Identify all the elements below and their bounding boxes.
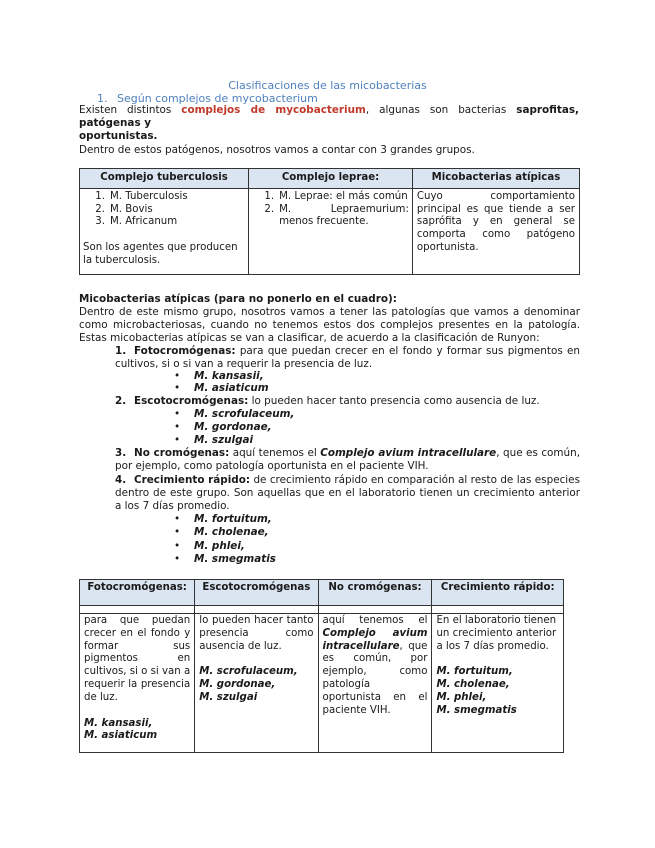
t1-cell-tuberculosis xyxy=(80,188,249,274)
runyon-item-1: 1. Fotocromógenas: para que puedan crecer en el fondo y formar sus pigmentos en cultivos, si o si van a requerir la presencia de luz. xyxy=(115,345,580,370)
t1-header-tuberculosis: Complejo tuberculosis xyxy=(80,169,249,189)
t1-cell-atypical: Cuyo comportamiento principal es que tiende a ser saprófita y en general se comporta como patógeno oportunista. xyxy=(412,188,579,274)
t2-header-rapido: Crecimiento rápido: xyxy=(432,580,564,606)
t2-cell-rapido xyxy=(432,614,564,753)
species-item: M. smegmatis xyxy=(436,704,517,716)
t2-escoto-text: lo pueden hacer tanto presencia como ausencia de luz. xyxy=(199,615,314,652)
subtitle-number: 1. xyxy=(97,92,108,105)
species-item: • M. scrofulaceum, xyxy=(174,408,295,420)
runyon-item-2: 2. Escotocromógenas: lo pueden hacer tanto presencia como ausencia de luz. xyxy=(115,395,540,407)
runyon-table xyxy=(79,579,564,753)
t2-cell-nocromo: aquí tenemos el Complejo avium intracellulare, que es común, por ejemplo, como patología oportunista en el paciente VIH. xyxy=(318,614,432,753)
species-item: • M. szulgai xyxy=(174,434,254,446)
subtitle-text: Según complejos de mycobacterium xyxy=(117,92,318,105)
t2-rapido-text: En el laboratorio tienen un crecimiento anterior a los 7 días promedio. xyxy=(436,615,557,652)
intro-text-a: Existen distintos xyxy=(79,104,182,116)
species-item: M. cholenae, xyxy=(436,679,510,691)
atypical-heading: Micobacterias atípicas (para no ponerlo en el cuadro): xyxy=(79,293,397,305)
intro-text-c: , algunas son bacterias xyxy=(365,104,517,116)
t2-header-nocromo: No cromógenas: xyxy=(318,580,432,606)
species-item: M. kansasii, xyxy=(84,717,153,729)
atypical-paragraph: Dentro de este mismo grupo, nosotros vamos a tener las patologías que vamos a denominar como microbacteriosas, cuando no tenemos estos dos complejos presentes en la patología. Estas micobacterias atípicas se van a clasificar, de acuerdo a la clasificación de Runyon: xyxy=(79,306,580,344)
t1-header-leprae: Complejo leprae: xyxy=(249,169,413,189)
species-item: M. scrofulaceum, xyxy=(199,666,298,678)
species-item: • M. phlei, xyxy=(174,540,245,552)
t2-cell-escoto xyxy=(195,614,318,753)
complex-table xyxy=(79,168,580,275)
species-item: • M. asiaticum xyxy=(174,382,269,394)
runyon-item-3: 3. No cromógenas: aquí tenemos el Complejo avium intracellulare, que es común, por ejemplo, como patología oportunista en el paciente VIH. xyxy=(115,447,581,472)
species-item: • M. gordonae, xyxy=(174,421,272,433)
list-item: 1. M. Leprae: el más común xyxy=(264,190,408,202)
species-item: M. gordonae, xyxy=(199,679,276,691)
list-item: 3. M. Africanum xyxy=(95,216,178,228)
list-item: 1. M. Tuberculosis xyxy=(95,190,188,202)
species-item: • M. fortuitum, xyxy=(174,513,272,525)
list-item: 2. M. Bovis xyxy=(95,203,153,215)
t1-header-atypical: Micobacterias atípicas xyxy=(412,169,579,189)
species-item: M. asiaticum xyxy=(84,730,158,742)
intro-highlight: complejos de mycobacterium xyxy=(181,104,366,116)
species-item: • M. cholenae, xyxy=(174,526,269,538)
intro-paragraph-2: Dentro de estos patógenos, nosotros vamos a contar con 3 grandes grupos. xyxy=(79,144,475,156)
species-item: M. phlei, xyxy=(436,691,487,703)
intro-paragraph xyxy=(79,104,579,143)
t1-tuberculosis-note: Son los agentes que producen la tuberculosis. xyxy=(83,242,238,266)
t1-cell-leprae xyxy=(249,188,413,274)
runyon-item-4: 4. Crecimiento rápido: de crecimiento rápido en comparación al resto de las especies dentro de este grupo. Son aquellas que en el laboratorio tienen un crecimiento anterior a los 7 días promedio. xyxy=(115,474,580,512)
page-title: Clasificaciones de las micobacterias xyxy=(228,79,427,92)
species-item: M. fortuitum, xyxy=(436,666,513,678)
species-item: • M. kansasii, xyxy=(174,370,264,382)
t2-header-foto: Fotocromógenas: xyxy=(80,580,195,606)
t2-cell-foto xyxy=(80,614,195,753)
species-item: • M. smegmatis xyxy=(174,553,276,565)
species-item: M. szulgai xyxy=(199,691,258,703)
intro-bold-d: saprofitas, patógenas y xyxy=(79,104,579,129)
t2-header-escoto: Escotocromógenas xyxy=(195,580,318,606)
intro-bold-e: oportunistas. xyxy=(79,130,158,142)
t2-foto-text: para que puedan crecer en el fondo y formar sus pigmentos en cultivos, si o si van a requerir la presencia de luz. xyxy=(84,615,191,703)
list-item: 2. M. Lepraemurium: menos frecuente. xyxy=(264,203,409,228)
